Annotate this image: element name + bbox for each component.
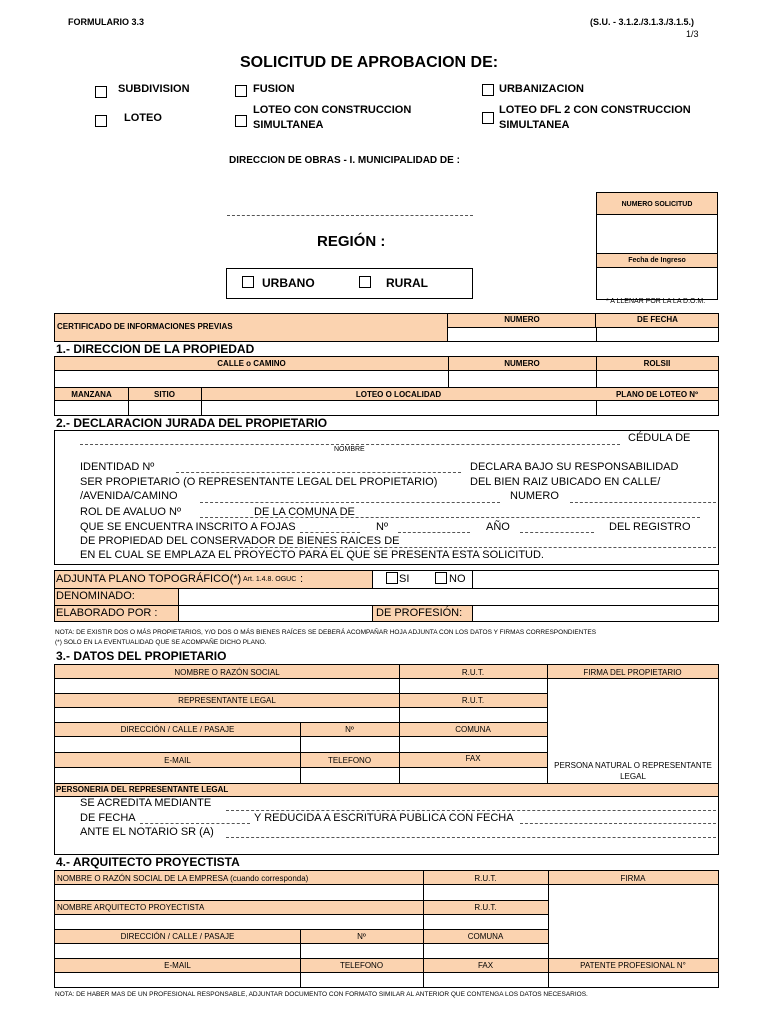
s4-rut-label: R.U.T.	[474, 873, 497, 883]
denominado-label: DENOMINADO:	[56, 590, 135, 602]
checkbox-loteo-construccion[interactable]	[235, 115, 247, 127]
bien-raiz-text: DEL BIEN RAIZ UBICADO EN CALLE/	[470, 476, 661, 488]
plano-no-label: NO	[449, 573, 466, 585]
propietario-nombre-line[interactable]	[80, 444, 620, 445]
profesion-field[interactable]	[472, 606, 718, 621]
rural-label: RURAL	[386, 276, 428, 290]
ser-propietario-text: SER PROPIETARIO (O REPRESENTANTE LEGAL DEL PROPIETARIO)	[80, 476, 438, 488]
identidad-line[interactable]	[176, 472, 461, 473]
s1-rol-label: ROLSII	[643, 359, 671, 368]
s4-telefono-label: TELEFONO	[339, 961, 384, 970]
section-1-title: 1.- DIRECCION DE LA PROPIEDAD	[56, 342, 255, 356]
rol-comuna-line[interactable]	[200, 517, 700, 518]
section-2-title: 2.- DECLARACION JURADA DEL PROPIETARIO	[56, 416, 328, 430]
nota-propietarios: NOTA: DE EXISTIR DOS O MÁS PROPIETARIOS, Y/O DOS O MÁS BIENES RAÍCES SE DEBERÁ ACOMPAÑAR HOJA ADJUNTA CON LOS DATOS Y FIRMAS CORRESPONDIENTES	[55, 629, 597, 636]
s4-direccion-field[interactable]	[55, 944, 300, 958]
numero-solicitud-label: NUMERO SOLICITUD	[621, 200, 693, 208]
region-label: REGIÓN :	[317, 233, 386, 250]
su-reference: (S.U. - 3.1.2./3.1.3./3.1.5.)	[590, 17, 695, 27]
adjunta-colon: :	[300, 573, 304, 585]
de-fecha-text: DE FECHA	[80, 812, 136, 824]
avenida-line[interactable]	[200, 502, 500, 503]
checkbox-rural[interactable]	[359, 276, 371, 288]
checkbox-loteo-dfl2[interactable]	[482, 112, 494, 124]
s3-direccion-label: DIRECCIÓN / CALLE / PASAJE	[120, 725, 235, 734]
s4-telefono-field[interactable]	[301, 973, 423, 987]
plano-si-label: SI	[399, 573, 410, 585]
s4-rut2-field[interactable]	[424, 915, 548, 929]
acredita-line[interactable]	[226, 810, 716, 811]
s3-nombre-label: NOMBRE O RAZÓN SOCIAL	[174, 667, 280, 677]
s3-telefono-label: TELEFONO	[327, 755, 372, 765]
s4-firma-field[interactable]	[549, 885, 718, 958]
s3-firma-label: FIRMA DEL PROPIETARIO	[583, 667, 682, 677]
nota-plano: (*) SOLO EN LA EVENTUALIDAD QUE SE ACOMPAÑE DICHO PLANO.	[55, 639, 267, 646]
s4-arquitecto-label: NOMBRE ARQUITECTO PROYECTISTA	[57, 903, 205, 912]
option-subdivision-label: SUBDIVISION	[118, 83, 190, 95]
adjunta-plano-label: ADJUNTA PLANO TOPOGRÁFICO(*)	[56, 573, 242, 585]
checkbox-loteo[interactable]	[95, 115, 107, 127]
s4-arquitecto-field[interactable]	[55, 915, 423, 929]
s1-loteo-field[interactable]	[202, 401, 596, 415]
s4-fax-label: FAX	[477, 961, 494, 970]
comuna-text: DE LA COMUNA DE	[254, 506, 355, 518]
s1-rol-field[interactable]	[597, 371, 718, 387]
elaborado-label: ELABORADO POR :	[56, 607, 158, 619]
s1-calle-field[interactable]	[55, 371, 448, 387]
s4-rut2-label: R.U.T.	[474, 903, 497, 912]
notario-text: ANTE EL NOTARIO SR (A)	[80, 826, 214, 838]
form-id: FORMULARIO 3.3	[68, 17, 145, 27]
checkbox-fusion[interactable]	[235, 85, 247, 97]
s3-num-field[interactable]	[301, 737, 399, 752]
acredita-text: SE ACREDITA MEDIANTE	[80, 797, 212, 809]
page-number: 1/3	[686, 29, 699, 39]
propiedad-text: DE PROPIEDAD DEL CONSERVADOR DE BIENES RAICES DE	[80, 535, 400, 547]
s3-rut-label: R.U.T.	[461, 667, 485, 677]
s3-nombre-field[interactable]	[55, 679, 399, 693]
s1-calle-label: CALLE o CAMINO	[217, 359, 286, 368]
num-symbol: Nº	[376, 521, 388, 533]
reducida-text: Y REDUCIDA A ESCRITURA PUBLICA CON FECHA	[254, 812, 514, 824]
urbano-label: URBANO	[262, 276, 315, 290]
s3-comuna-label: COMUNA	[455, 725, 491, 734]
s3-direccion-field[interactable]	[55, 737, 300, 752]
s4-rut-field[interactable]	[424, 885, 548, 900]
s4-comuna-label: COMUNA	[467, 932, 504, 941]
s4-empresa-field[interactable]	[55, 885, 423, 900]
rol-avaluo-text: ROL DE AVALUO Nº	[80, 506, 182, 518]
persona-natural-l2: LEGAL	[620, 771, 646, 781]
s4-direccion-label: DIRECCIÓN / CALLE / PASAJE	[120, 932, 235, 941]
s1-plano-field[interactable]	[597, 401, 718, 415]
conservador-line[interactable]	[230, 547, 716, 548]
s1-numero-label: NUMERO	[504, 359, 540, 368]
numero-text: NUMERO	[510, 490, 559, 502]
s3-rut-field[interactable]	[400, 679, 547, 693]
cip-fecha-label: DE FECHA	[637, 315, 678, 324]
option-urbanizacion-label: URBANIZACION	[499, 83, 584, 95]
s3-rep-legal-label: REPRESENTANTE LEGAL	[178, 696, 276, 705]
s1-sitio-field[interactable]	[129, 401, 201, 415]
checkbox-plano-si[interactable]	[386, 572, 398, 584]
profesion-label: DE PROFESIÓN:	[376, 607, 463, 619]
section-4-title: 4.- ARQUITECTO PROYECTISTA	[56, 855, 240, 869]
s4-email-field[interactable]	[55, 973, 300, 987]
checkbox-plano-no[interactable]	[435, 572, 447, 584]
option-loteo-dfl2-l2: SIMULTANEA	[499, 119, 570, 131]
art-reference: Art. 1.4.8. OGUC	[243, 576, 297, 583]
cip-numero-label: NUMERO	[504, 315, 540, 324]
s1-manzana-field[interactable]	[55, 401, 128, 415]
notario-line[interactable]	[226, 837, 716, 838]
plano-extra-field[interactable]	[472, 571, 718, 588]
option-loteo-label: LOTEO	[124, 112, 162, 124]
anio-text: AÑO	[486, 521, 510, 533]
s3-telefono-field[interactable]	[301, 768, 399, 783]
cip-fecha-field[interactable]	[596, 327, 719, 342]
cedula-label: CÉDULA DE	[628, 432, 691, 444]
s4-patente-field[interactable]	[549, 973, 718, 987]
identidad-label: IDENTIDAD Nº	[80, 461, 155, 473]
s3-num-label: Nº	[345, 725, 354, 734]
s4-email-label: E-MAIL	[164, 961, 191, 970]
s3-rut2-field[interactable]	[400, 708, 547, 722]
elaborado-field[interactable]	[178, 606, 373, 621]
s4-patente-label: PATENTE PROFESIONAL N°	[580, 961, 686, 970]
checkbox-urbano[interactable]	[242, 276, 254, 288]
option-fusion-label: FUSION	[253, 83, 295, 95]
cip-label: CERTIFICADO DE INFORMACIONES PREVIAS	[57, 322, 233, 331]
s3-email-label: E-MAIL	[164, 755, 191, 765]
emplaza-text: EN EL CUAL SE EMPLAZA EL PROYECTO PARA EL QUE SE PRESENTA ESTA SOLICITUD.	[80, 549, 544, 561]
option-loteo-dfl2-l1: LOTEO DFL 2 CON CONSTRUCCION	[499, 104, 691, 116]
section-3-title: 3.- DATOS DEL PROPIETARIO	[56, 649, 227, 663]
municipalidad-line[interactable]	[227, 215, 473, 216]
s1-loteo-label: LOTEO O LOCALIDAD	[355, 389, 442, 399]
fecha-line[interactable]	[140, 823, 250, 824]
num-line[interactable]	[398, 532, 470, 533]
anio-line[interactable]	[520, 532, 594, 533]
inscrito-text: QUE SE ENCUENTRA INSCRITO A FOJAS	[80, 521, 296, 533]
cip-numero-field[interactable]	[448, 327, 596, 342]
fecha-ingreso-label: Fecha de Ingreso	[628, 257, 686, 264]
s3-rut2-label: R.U.T.	[461, 696, 485, 705]
s4-fax-field[interactable]	[424, 973, 548, 987]
option-loteo-construccion-l1: LOTEO CON CONSTRUCCION	[253, 104, 412, 116]
nombre-caption: NOMBRE	[334, 446, 365, 453]
s4-empresa-label: NOMBRE O RAZÓN SOCIAL DE LA EMPRESA (cuando corresponda)	[57, 873, 309, 883]
llenar-dom-note: * A LLENAR POR LA LA D.O.M.	[606, 298, 706, 305]
checkbox-urbanizacion[interactable]	[482, 84, 494, 96]
fojas-line[interactable]	[300, 532, 360, 533]
persona-natural-l1: PERSONA NATURAL O REPRESENTANTE	[554, 761, 712, 770]
fecha-ingreso-field[interactable]	[597, 268, 717, 299]
nota-profesional: NOTA: DE HABER MAS DE UN PROFESIONAL RESPONSABLE, ADJUNTAR DOCUMENTO CON FORMATO SIMILAR AL ANTERIOR QUE CONTENGA LOS DATOS NECESARIOS.	[55, 991, 588, 998]
declara-label: DECLARA BAJO SU RESPONSABILIDAD	[470, 461, 679, 473]
option-loteo-construccion-l2: SIMULTANEA	[253, 119, 324, 131]
s1-numero-field[interactable]	[449, 371, 596, 387]
checkbox-subdivision[interactable]	[95, 86, 107, 98]
personeria-label: PERSONERIA DEL REPRESENTANTE LEGAL	[56, 785, 229, 794]
denominado-field[interactable]	[178, 589, 718, 605]
s3-email-field[interactable]	[55, 768, 300, 783]
numero-solicitud-field[interactable]	[597, 215, 717, 253]
escritura-fecha-line[interactable]	[520, 823, 716, 824]
s1-manzana-label: MANZANA	[71, 389, 112, 399]
s4-firma-label: FIRMA	[620, 873, 646, 883]
page-title: SOLICITUD DE APROBACION DE:	[240, 54, 499, 71]
s3-rep-legal-field[interactable]	[55, 708, 399, 722]
s1-sitio-label: SITIO	[154, 389, 175, 399]
registro-text: DEL REGISTRO	[609, 521, 691, 533]
s4-num-field[interactable]	[301, 944, 423, 958]
s1-plano-label: PLANO DE LOTEO Nº	[615, 389, 699, 399]
direccion-obras-label: DIRECCION DE OBRAS - I. MUNICIPALIDAD DE :	[229, 155, 460, 166]
avenida-text: /AVENIDA/CAMINO	[80, 490, 178, 502]
s3-fax-field[interactable]	[400, 768, 547, 783]
numero-line[interactable]	[570, 502, 716, 503]
s4-comuna-field[interactable]	[424, 944, 548, 958]
s3-fax-label: FAX	[465, 753, 481, 763]
s4-num-label: Nº	[357, 932, 366, 941]
